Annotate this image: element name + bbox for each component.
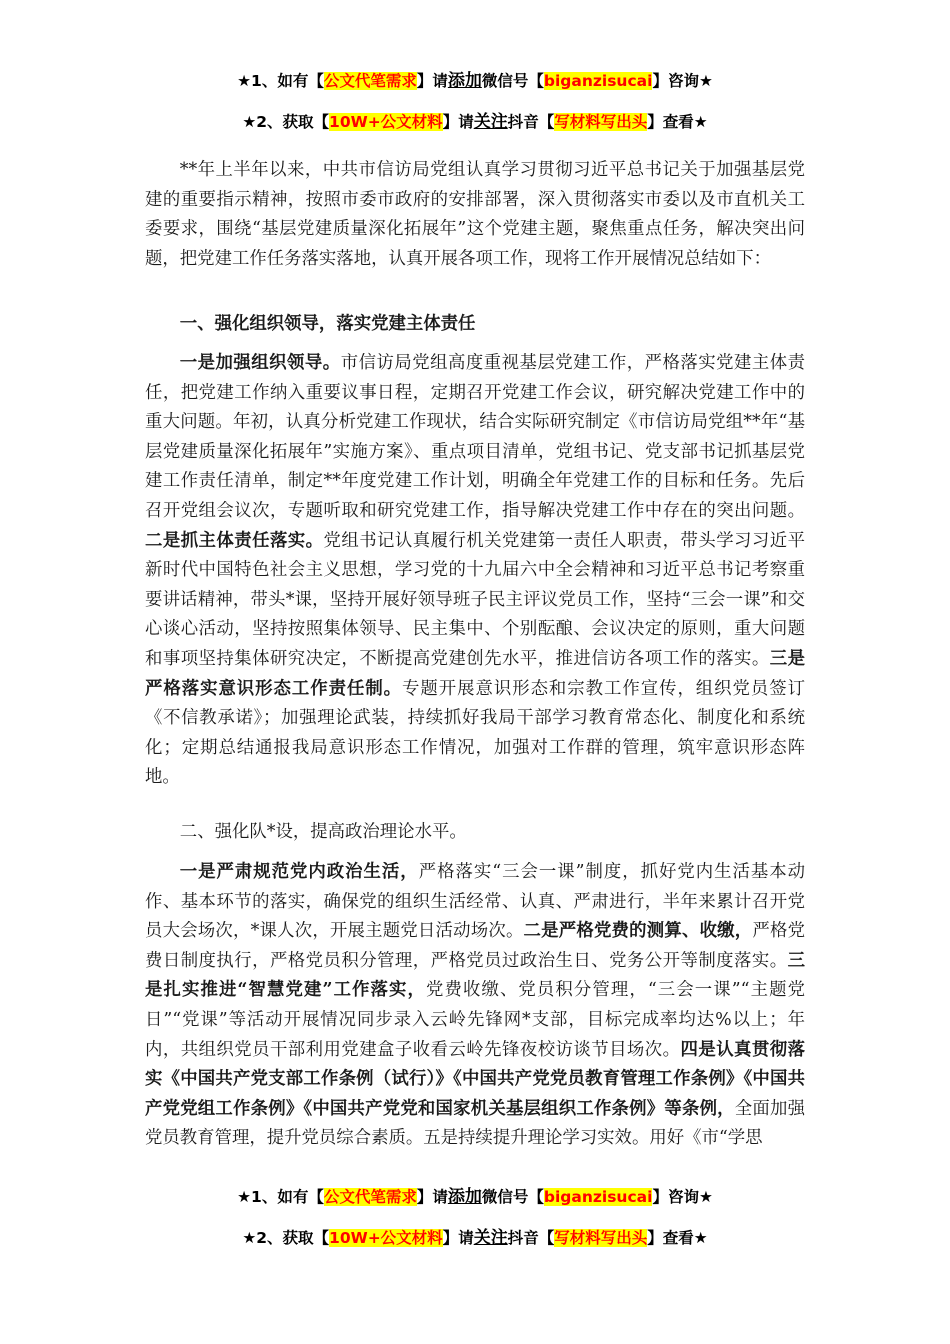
paragraph-text: 党组书记认真履行机关党建第一责任人职责，带头学习习近平新时代中国特色社会主义思想，学习党的十九届六中全会精神和习近平总书记考察重要讲话精神，带头*课，坚持开展好领导班子民主评议党员工作，坚持“三会一课”和交心谈心活动，坚持按照集体领导、民主集中、个别酝酿、会议决定的原则，重大问题和事项坚持集体研究决定，不断提高党建创先水平，推进信访各项工作的落实。 xyxy=(145,530,805,669)
promo-text: 抖音【 xyxy=(507,113,555,131)
intro-paragraph xyxy=(145,156,805,274)
section-2-paragraph xyxy=(145,858,805,1170)
promo-wechat-id: biganzisucai xyxy=(543,72,653,90)
promo-text: 】请 xyxy=(442,1229,474,1247)
lead-phrase: 三是扎实推进“智慧党建”工作落实， xyxy=(145,950,805,1001)
intro-text: **年上半年以来，中共市信访局党组认真学习贯彻习近平总书记关于加强基层党建的重要指示精神，按照市委市政府的安排部署，深入贯彻落实市委以及市直机关工委要求，围绕“基层党建质量深化拓展年”这个党建主题，聚焦重点任务，解决突出问题，把党建工作任务落实落地，认真开展各项工作，现将工作开展情况总结如下： xyxy=(145,160,805,269)
paragraph-text: 严格党费日制度执行，严格党员积分管理，严格党员过政治生日、党务公开等制度落实。 xyxy=(145,921,805,971)
promo-highlight: 公文代笔需求 xyxy=(323,1188,417,1206)
promo-douyin-id: 写材料写出头 xyxy=(554,113,648,131)
promo-suffix: 】咨询★ xyxy=(652,72,713,90)
promo-text: 微信号【 xyxy=(481,1188,544,1206)
promo-text: 】请 xyxy=(416,72,448,90)
promo-suffix: 】查看★ xyxy=(647,1229,708,1247)
promo-underline: 添加 xyxy=(447,71,482,91)
lead-phrase: 二是抓主体责任落实。 xyxy=(145,530,324,551)
promo-prefix: ★1、如有【 xyxy=(237,72,324,90)
promo-line-douyin-top xyxy=(0,111,950,133)
promo-highlight: 公文代笔需求 xyxy=(323,72,417,90)
promo-line-douyin-bottom xyxy=(0,1227,950,1249)
promo-underline: 关注 xyxy=(473,112,508,132)
section-heading-text: 一、强化组织领导，落实党建主体责任 xyxy=(179,314,476,334)
paragraph-text: 专题开展意识形态和宗教工作宣传，组织党员签订《不信教承诺》；加强理论武装，持续抓好我局干部学习教育常态化、制度化和系统化；定期总结通报我局意识形态工作情况，加强对工作群的管理，筑牢意识形态阵地。 xyxy=(145,678,805,788)
lead-phrase: 二是严格党费的测算、收缴， xyxy=(523,921,753,942)
promo-text: 微信号【 xyxy=(481,72,544,90)
paragraph-text: 市信访局党组高度重视基层党建工作，严格落实党建主体责任，把党建工作纳入重要议事日程，定期召开党建工作会议，研究解决党建工作中的重大问题。年初，认真分析党建工作现状，结合实际研究制定《市信访局党组**年“基层党建质量深化拓展年”实施方案》、重点项目清单，党组书记、党支部书记抓基层党建工作责任清单，制定**年度党建工作计划，明确全年党建工作的目标和任务。先后召开党组会议次，专题听取和研究党建工作，指导解决党建工作中存在的突出问题。 xyxy=(145,353,805,521)
promo-highlight: 10W+公文材料 xyxy=(329,113,443,131)
section-heading-2 xyxy=(145,818,805,848)
paragraph-text: 全面加强党员教育管理，提升党员综合素质。五是持续提升理论学习实效。用好《市“学思 xyxy=(145,1098,805,1149)
promo-prefix: ★2、获取【 xyxy=(242,1229,330,1247)
promo-text: 】请 xyxy=(416,1188,448,1206)
promo-wechat-id: biganzisucai xyxy=(543,1188,653,1206)
lead-phrase: 三是严格落实意识形态工作责任制。 xyxy=(145,648,805,699)
promo-line-wechat-bottom xyxy=(0,1186,950,1208)
lead-phrase: 一是加强组织领导。 xyxy=(179,353,341,373)
promo-text: 抖音【 xyxy=(507,1229,555,1247)
promo-prefix: ★1、如有【 xyxy=(237,1188,324,1206)
promo-highlight: 10W+公文材料 xyxy=(329,1229,443,1247)
section-heading-text: 二、强化队*设，提高政治理论水平。 xyxy=(179,822,467,842)
paragraph-text: 党费收缴、党员积分管理，“三会一课”“主题党日”“党课”等活动开展情况同步录入云岭先锋网*支部，目标完成率均达%以上；年内，共组织党员干部利用党建盒子收看云岭先锋夜校访谈节目场次。 xyxy=(145,980,805,1060)
promo-underline: 关注 xyxy=(473,1228,508,1248)
promo-underline: 添加 xyxy=(447,1187,482,1207)
section-1-text xyxy=(145,349,805,793)
lead-phrase: 四是认真贯彻落实《中国共产党支部工作条例（试行）》《中国共产党党员教育管理工作条例》《中国共产党党组工作条例》《中国共产党党和国家机关基层组织工作条例》等条例， xyxy=(145,1039,805,1119)
section-heading-1 xyxy=(145,310,805,340)
section-1-paragraph xyxy=(145,349,805,793)
promo-suffix: 】查看★ xyxy=(647,113,708,131)
paragraph-text: 严格落实“三会一课”制度，抓好党内生活基本动作、基本环节的落实，确保党的组织生活经常、认真、严肃进行，半年来累计召开党员大会场次，*课人次，开展主题党日活动场次。 xyxy=(145,862,805,942)
section-2-text xyxy=(145,858,805,1154)
promo-suffix: 】咨询★ xyxy=(652,1188,713,1206)
promo-douyin-id: 写材料写出头 xyxy=(554,1229,648,1247)
promo-line-wechat-top xyxy=(0,70,950,92)
lead-phrase: 一是严肃规范党内政治生活， xyxy=(179,862,419,882)
promo-text: 】请 xyxy=(442,113,474,131)
promo-prefix: ★2、获取【 xyxy=(242,113,330,131)
